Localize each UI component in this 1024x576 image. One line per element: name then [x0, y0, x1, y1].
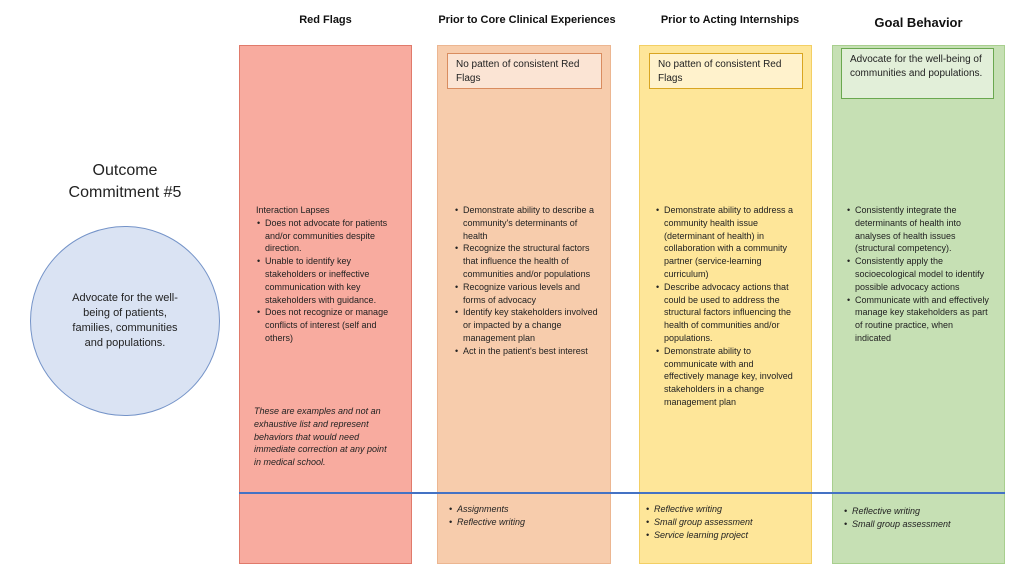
prior-core-assessments	[448, 503, 598, 529]
list-item: • Describe advocacy actions that could be used to address the structural factors influencing the health of communities and/or populations.	[655, 281, 795, 345]
list-item: • Unable to identify key stakeholders or ineffective communication with key stakeholders with guidance.	[256, 255, 396, 306]
list-item: • Reflective writing	[448, 516, 598, 529]
list-item: • Communicate with and effectively manage key stakeholders as part of routine practice, when indicated	[846, 294, 991, 345]
assessment-divider	[239, 492, 1005, 494]
list-item: • Service learning project	[645, 529, 800, 542]
list-item: • Reflective writing	[843, 505, 993, 518]
red-flags-disclaimer: These are examples and not an exhaustive list and represent behaviors that would need immediate correction at any point in medical school.	[254, 406, 387, 468]
outcome-title	[50, 160, 200, 204]
outcome-title-line1: Outcome	[92, 162, 158, 179]
list-item: • Consistently integrate the determinants of health into analyses of health issues (structural competency).	[846, 204, 991, 255]
prior-acting-note: No patten of consistent Red Flags	[649, 53, 803, 89]
outcome-title-line2: Commitment #5	[68, 184, 182, 201]
list-item: • Demonstrate ability to address a community health issue (determinant of health) in collaboration with a community partner (service-learning curriculum)	[655, 204, 795, 281]
list-item: • Small group assessment	[645, 516, 800, 529]
list-item: • Does not advocate for patients and/or communities despite direction.	[256, 217, 396, 255]
header-prior-acting: Prior to Acting Internships	[660, 14, 800, 26]
list-item: • Small group assessment	[843, 518, 993, 531]
prior-acting-assessments	[645, 503, 800, 541]
goal-list	[846, 204, 991, 345]
goal-note: Advocate for the well-being of communities and populations.	[841, 48, 994, 99]
goal-assessments	[843, 505, 993, 531]
red-flags-lead: Interaction Lapses	[256, 205, 330, 215]
header-prior-core: Prior to Core Clinical Experiences	[438, 14, 616, 26]
header-red-flags: Red Flags	[299, 14, 352, 26]
list-item: • Demonstrate ability to communicate with and effectively manage key, involved stakeholders in a change management plan	[655, 345, 795, 409]
list-item: • Act in the patient's best interest	[454, 345, 599, 358]
list-item: • Demonstrate ability to describe a community's determinants of health	[454, 204, 599, 242]
list-item: • Does not recognize or manage conflicts of interest (self and others)	[256, 306, 396, 344]
list-item: • Consistently apply the socioecological model to identify possible advocacy actions	[846, 255, 991, 293]
prior-acting-list	[655, 204, 795, 409]
prior-core-note: No patten of consistent Red Flags	[447, 53, 602, 89]
list-item: • Assignments	[448, 503, 598, 516]
list-item: • Reflective writing	[645, 503, 800, 516]
list-item: • Recognize various levels and forms of advocacy	[454, 281, 599, 307]
list-item: • Identify key stakeholders involved or impacted by a change management plan	[454, 306, 599, 344]
header-goal-behavior: Goal Behavior	[874, 15, 963, 30]
outcome-circle-text: Advocate for the well-being of patients, families, communities and populations.	[72, 292, 178, 349]
list-item: • Recognize the structural factors that influence the health of communities and/or populations	[454, 242, 599, 280]
prior-core-list	[454, 204, 599, 358]
red-flags-list	[256, 204, 396, 345]
outcome-circle	[30, 226, 220, 416]
